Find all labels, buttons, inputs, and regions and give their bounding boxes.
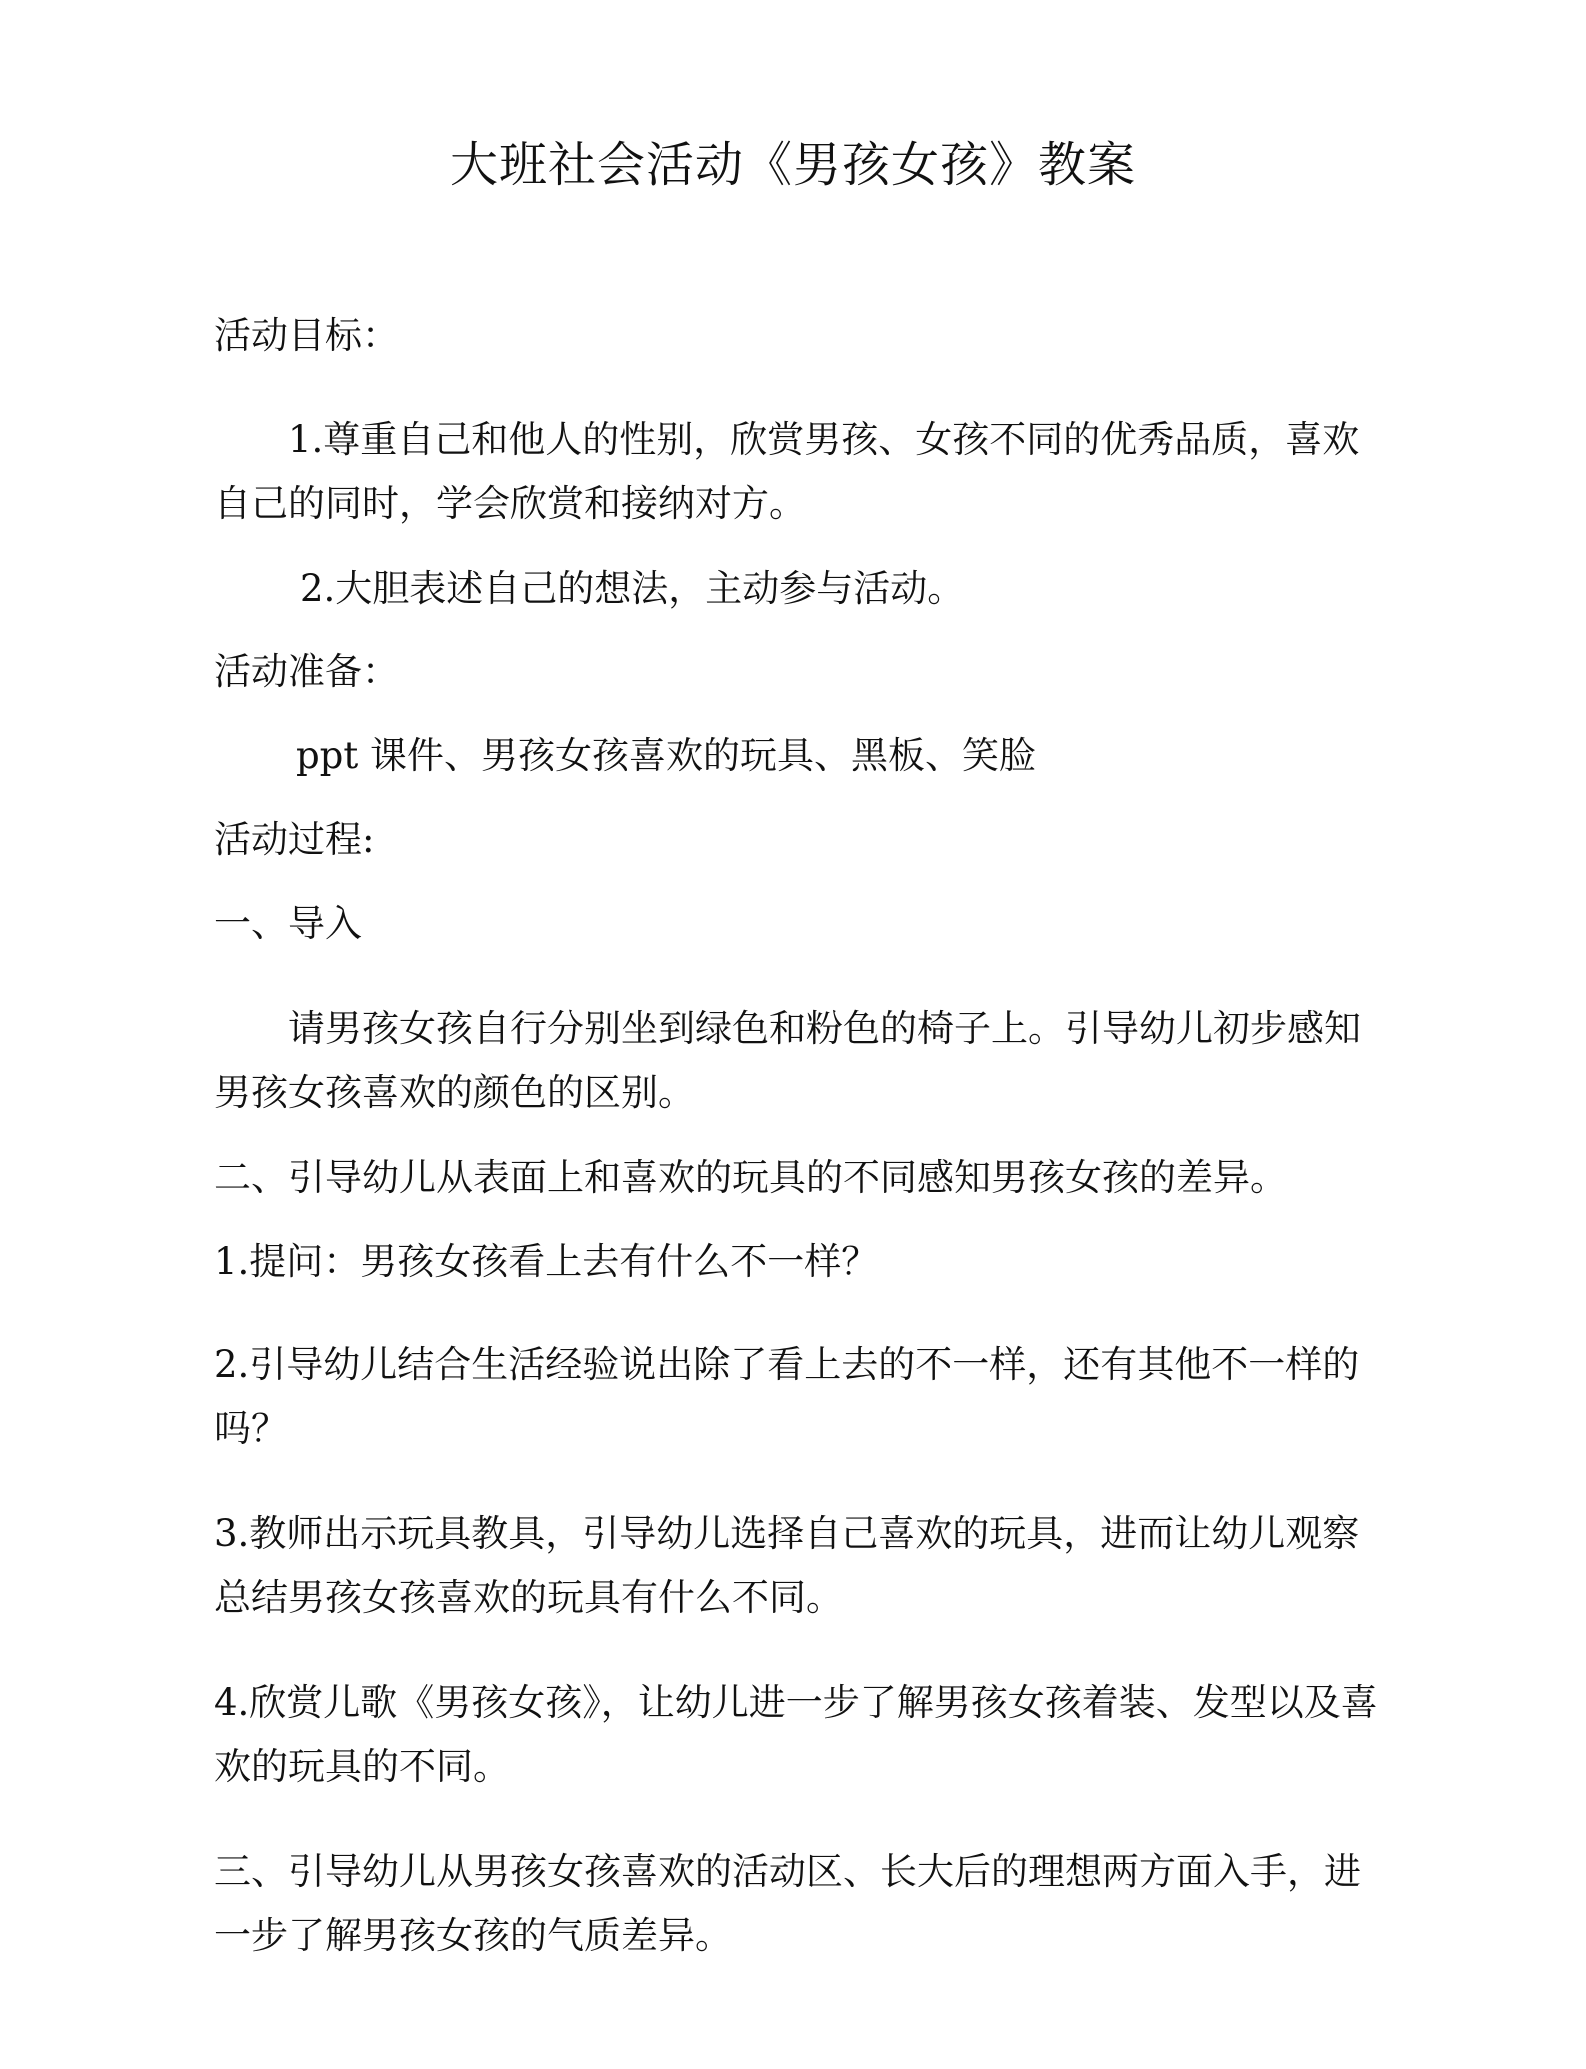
prep-items: ppt 课件、男孩女孩喜欢的玩具、黑板、笑脸 [296, 734, 1036, 777]
document-title: 大班社会活动《男孩女孩》教案 [449, 137, 1136, 193]
section-1-heading: 一、导入 [214, 902, 362, 945]
step-item-2: 2.引导幼儿结合生活经验说出除了看上去的不一样，还有其他不一样的吗？ [214, 1343, 1360, 1450]
goal-item-1: 1.尊重自己和他人的性别，欣赏男孩、女孩不同的优秀品质，喜欢自己的同时，学会欣赏和接纳对方。 [214, 418, 1360, 525]
step-item-1: 1.提问：男孩女孩看上去有什么不一样？ [214, 1240, 879, 1283]
step-item-4: 4.欣赏儿歌《男孩女孩》，让幼儿进一步了解男孩女孩着装、发型以及喜欢的玩具的不同。 [214, 1681, 1378, 1788]
section-1-text: 请男孩女孩自行分别坐到绿色和粉色的椅子上。引导幼儿初步感知男孩女孩喜欢的颜色的区别。 [214, 1007, 1361, 1114]
goal-item-2: 2.大胆表述自己的想法，主动参与活动。 [300, 567, 965, 610]
section-2-heading: 二、引导幼儿从表面上和喜欢的玩具的不同感知男孩女孩的差异。 [214, 1156, 1287, 1199]
step-item-3: 3.教师出示玩具教具，引导幼儿选择自己喜欢的玩具，进而让幼儿观察总结男孩女孩喜欢的玩具有什么不同。 [214, 1512, 1360, 1619]
section-3-heading: 三、引导幼儿从男孩女孩喜欢的活动区、长大后的理想两方面入手，进一步了解男孩女孩的气质差异。 [214, 1850, 1361, 1957]
goals-heading: 活动目标： [214, 314, 399, 357]
process-heading: 活动过程: [214, 818, 375, 861]
prep-heading: 活动准备： [214, 650, 399, 693]
